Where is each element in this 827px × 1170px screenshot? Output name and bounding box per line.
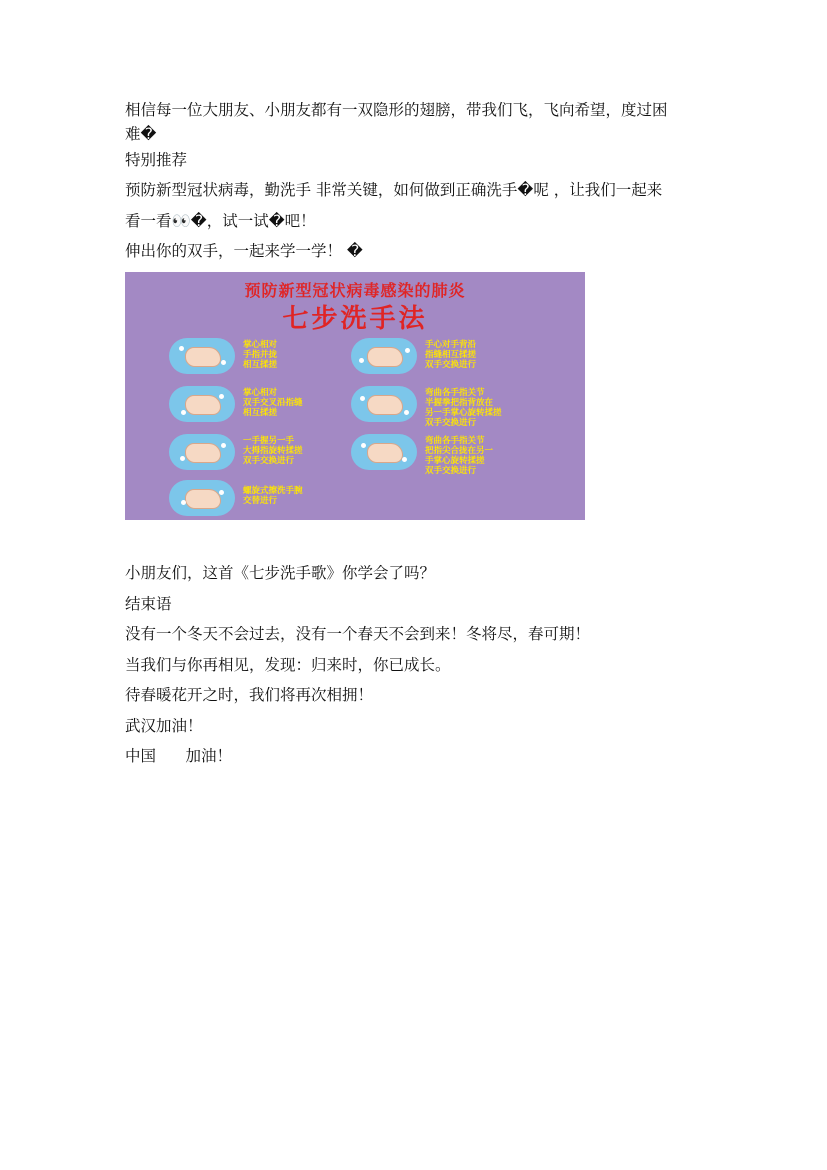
- poster-subtitle: 预防新型冠状病毒感染的肺炎: [244, 281, 466, 300]
- handwash-step-2: [351, 338, 571, 382]
- palms-rubbing-hands-icon: [169, 338, 235, 374]
- handwash-step-7: [169, 480, 389, 520]
- paragraph-reach-out: 伸出你的双手，一起来学一学！ �: [125, 242, 363, 260]
- heading-special-recommend: 特别推荐: [125, 151, 188, 169]
- paragraph-song-question: 小朋友们，这首《七步洗手歌》你学会了吗？: [125, 564, 436, 582]
- paragraph-embrace-again: 待春暖花开之时，我们将再次相拥！: [125, 686, 374, 704]
- step-2-text: 手心对手背沿 指缝相互揉搓 双手交换进行: [425, 340, 477, 370]
- poster-title: 七步洗手法: [282, 304, 428, 334]
- handwash-step-4: [351, 386, 571, 430]
- heading-closing-remarks: 结束语: [125, 595, 172, 613]
- step-4-text: 弯曲各手指关节 半握拳把指背放在 另一手掌心旋转揉搓 双手交换进行: [425, 388, 502, 428]
- handwash-step-6: [351, 434, 571, 478]
- step-5-text: 一手握另一手 大拇指旋转揉搓 双手交换进行: [243, 436, 303, 466]
- thumb-rotate-hands-icon: [169, 434, 235, 470]
- step-3-text: 掌心相对 双手交叉沿指缝 相互揉搓: [243, 388, 303, 418]
- paragraph-intro-line2: 难�: [125, 125, 157, 143]
- wrist-rotate-hands-icon: [169, 480, 235, 516]
- step-7-text: 螺旋式擦洗手腕 交替进行: [243, 486, 303, 506]
- paragraph-wuhan-jiayou: 武汉加油！: [125, 717, 203, 735]
- paragraph-meet-again: 当我们与你再相见，发现：归来时，你已成长。: [125, 656, 451, 674]
- paragraph-handwash-line2: 看一看👀�，试一试�吧！: [125, 212, 316, 230]
- bent-fingers-hands-icon: [351, 386, 417, 422]
- fingertips-palm-hands-icon: [351, 434, 417, 470]
- paragraph-winter-spring: 没有一个冬天不会过去，没有一个春天不会到来！冬将尽，春可期！: [125, 625, 591, 643]
- seven-step-handwash-poster: [125, 272, 585, 520]
- paragraph-intro-line1: 相信每一位大朋友、小朋友都有一双隐形的翅膀，带我们飞，飞向希望，度过困: [125, 101, 668, 119]
- step-6-text: 弯曲各手指关节 把指尖合拢在另一 手掌心旋转揉搓 双手交换进行: [425, 436, 494, 476]
- palm-on-back-hands-icon: [351, 338, 417, 374]
- paragraph-china-jiayou: 中国 加油！: [125, 747, 233, 765]
- interlaced-fingers-hands-icon: [169, 386, 235, 422]
- step-1-text: 掌心相对 手指并拢 相互揉搓: [243, 340, 278, 370]
- paragraph-handwash-line1: 预防新型冠状病毒，勤洗手 非常关键，如何做到正确洗手�呢 ，让我们一起来: [125, 181, 663, 199]
